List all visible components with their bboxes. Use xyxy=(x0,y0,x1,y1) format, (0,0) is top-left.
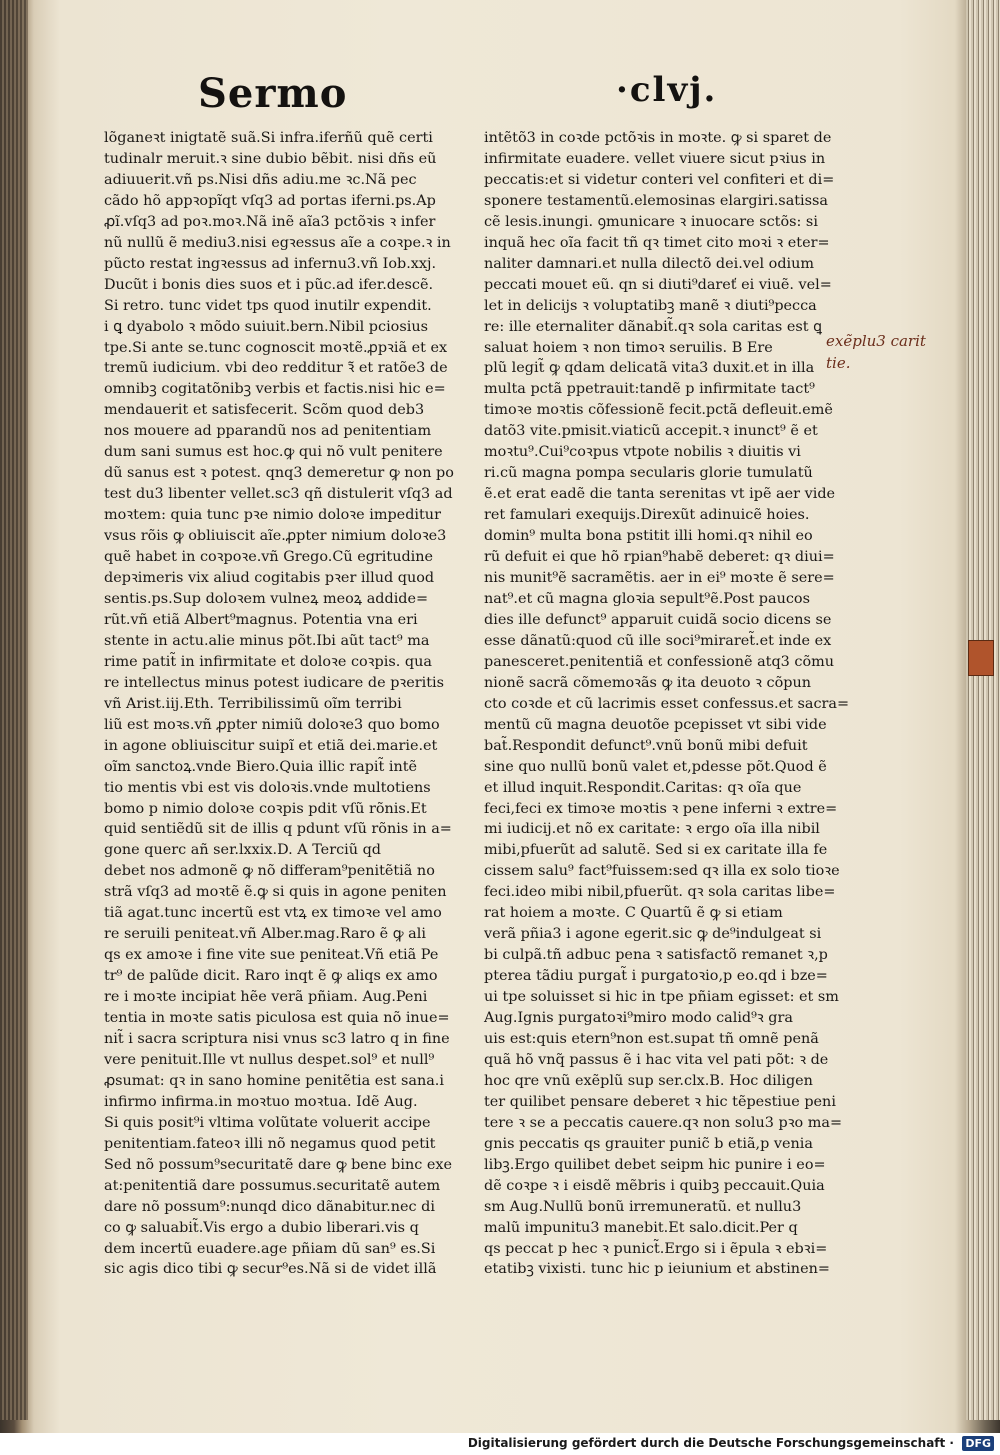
bookmark-tab xyxy=(968,640,994,676)
text-line: malũ impunitu3 manebit.Et salo.dicit.Per q xyxy=(484,1219,798,1236)
text-line: rat hoiem a moꝛte. C Quartũ ẽ ꝙ si etiam xyxy=(484,905,783,922)
text-line: dẽ coꝛpe ꝛ i eisdẽ mẽbris i quibꝫ peccauit.Quia xyxy=(484,1177,825,1194)
text-column-left xyxy=(104,128,454,1280)
text-line: plũ legit̃ ꝙ qdam delicatã vita3 duxit.et in illa xyxy=(484,360,815,377)
text-line: peccati mouet eũ. qn si diuti⁹dareť ei viuẽ. vel= xyxy=(484,276,832,293)
text-line: sentis.ps.Sup doloꝛem vulneꝝ meoꝝ addide= xyxy=(104,590,429,607)
text-line: stente in actu.alie minus põt.Ibi aũt tact⁹ ma xyxy=(104,632,430,649)
text-line: dare nõ possum⁹:nunqd dico dãnabitur.nec di xyxy=(104,1198,435,1215)
text-line: depꝛimeris vix aliud cogitabis pꝛer illud quod xyxy=(104,570,435,587)
text-column-right xyxy=(484,128,850,1280)
text-line: nionẽ sacrã cõmemoꝛãs ꝙ ita deuoto ꝛ cõpun xyxy=(484,674,811,691)
text-line: qs ex amoꝛe i fine vite sue peniteat.Vñ etiã Pe xyxy=(104,947,439,964)
text-line: esse dãnatũ:quod cũ ille soci⁹miraret̃.et inde ex xyxy=(484,632,832,649)
text-line: liũ est moꝛs.vñ ꝓpter nimiũ doloꝛe3 quo bomo xyxy=(104,716,440,733)
running-header-left: Sermo xyxy=(198,70,348,117)
text-line: bi culpã.tñ adbuc pena ꝛ satisfactõ remanet ꝛ,p xyxy=(484,947,828,964)
text-line: dies ille defunct⁹ apparuit cuidã socio dicens se xyxy=(484,611,832,628)
text-line: lõganeꝛt inigtatẽ suã.Si infra.iferñũ quẽ certi xyxy=(104,130,433,146)
text-line: sm Aug.Nullũ bonũ irremuneratũ. et nullu3 xyxy=(484,1198,802,1215)
text-line: peccatis:et si videtur conteri vel confiteri et di= xyxy=(484,171,835,188)
text-line: re: ille eternaliter dãnabit̃.qꝛ sola caritas est ꝗ xyxy=(484,318,822,335)
text-line: dem incertũ euadere.age pñiam dũ san⁹ es.Si xyxy=(104,1240,436,1257)
text-line: qs peccat p hec ꝛ punict̃.Ergo si i ẽpula ꝛ ebꝛi= xyxy=(484,1240,828,1257)
left-page-edge xyxy=(0,0,28,1420)
text-line: Aug.Ignis purgatoꝛi⁹miro modo calid⁹ꝛ gra xyxy=(484,1010,793,1027)
text-line: ri.cũ magna pompa secularis glorie tumulatũ xyxy=(484,465,813,482)
text-line: et illud inquit.Respondit.Caritas: qꝛ oĩa que xyxy=(484,779,802,796)
text-line: cto coꝛde et cũ lacrimis esset confessus.et sacra= xyxy=(484,695,850,712)
text-line: dũ sanus est ꝛ potest. qnq3 demeretur ꝙ non po xyxy=(104,465,454,482)
text-line: Sed nõ possum⁹securitatẽ dare ꝙ bene binc exe xyxy=(104,1156,453,1173)
text-line: moꝛtem: quia tunc pꝛe nimio doloꝛe impeditur xyxy=(104,507,441,524)
text-line: rũ defuit ei que hõ rpian⁹habẽ deberet: qꝛ diui= xyxy=(484,549,835,566)
text-line: nos mouere ad pparandũ nos ad penitentiam xyxy=(104,423,432,440)
text-line: quid sentiẽdũ sit de illis q pdunt vſũ rõnis in a= xyxy=(104,821,452,838)
right-page-edge xyxy=(966,0,1000,1420)
dfg-logo: DFG xyxy=(962,1436,994,1451)
funding-credit: Digitalisierung gefördert durch die Deutsche Forschungsgemeinschaft · xyxy=(467,1436,954,1450)
text-line: bat̃.Respondit defunct⁹.vnũ bonũ mibi defuit xyxy=(484,737,808,754)
text-line: domin⁹ multa bona pstitit illi homi.qꝛ nihil eo xyxy=(484,528,813,545)
text-line: pũcto restat ingꝛessus ad infernu3.vñ Iob.xxj. xyxy=(104,255,437,272)
text-line: multa pctã ppetrauit:tandẽ p infirmitate tact⁹ xyxy=(484,381,815,398)
text-line: vere penituit.Ille vt nullus despet.sol⁹ et null⁹ xyxy=(104,1051,435,1068)
text-line: tudinalr meruit.ꝛ sine dubio bẽbit. nisi dñs eũ xyxy=(104,150,437,167)
text-line: sic agis dico tibi ꝙ secur⁹es.Nã si de videt illã xyxy=(104,1261,437,1278)
text-line: tremũ iudicium. vbi deo redditur ꝛ̃ et ratõe3 de xyxy=(104,360,448,377)
text-line: feci,feci ex timoꝛe moꝛtis ꝛ pene inferni ꝛ extre= xyxy=(484,800,838,817)
handwritten-marginal-note: exẽplu3 carit tie. xyxy=(826,332,926,372)
text-line: omnibꝫ cogitatõnibꝫ verbis et factis.nisi hic e= xyxy=(104,381,446,398)
text-line: gone querc añ ser.lxxix.D. A Terciũ qd xyxy=(104,842,382,859)
text-line: quẽ habet in coꝛpoꝛe.vñ Grego.Cũ egritudine xyxy=(104,549,434,566)
text-line: ret famulari exequijs.Direxũt adinuicẽ hoies. xyxy=(484,507,810,524)
text-line: cãdo hõ appꝛopĩqt vſq3 ad portas iferni.ps.Ap xyxy=(104,192,436,209)
text-line: Si quis posit⁹i vltima volũtate voluerit accipe xyxy=(104,1114,431,1131)
text-line: penitentiam.fateoꝛ illi nõ negamus quod petit xyxy=(104,1135,436,1152)
text-line: tentia in moꝛte satis piculosa est quia nõ inue= xyxy=(104,1010,450,1027)
text-line: gnis peccatis qs grauiter punic̃ b etiã,p venia xyxy=(484,1135,813,1152)
text-line: nat⁹.et cũ magna gloꝛia sepult⁹ẽ.Post paucos xyxy=(484,590,810,607)
text-line: at:penitentiã dare possumus.securitatẽ autem xyxy=(104,1177,441,1194)
text-line: sine quo nullũ bonũ valet et,pdesse põt.Quod ẽ xyxy=(484,758,827,775)
text-line: mentũ cũ magna deuotõe pcepisset vt sibi vide xyxy=(484,716,827,733)
text-line: mibi,pfuerũt ad salutẽ. Sed si ex caritate illa fe xyxy=(484,842,828,859)
text-line: debet nos admonẽ ꝙ nõ differam⁹penitẽtiã no xyxy=(104,863,435,880)
text-line: verã pñia3 i agone egerit.sic ꝙ de⁹indulgeat si xyxy=(484,926,822,943)
text-line: feci.ideo mibi nibil,pfuerũt. qꝛ sola caritas libe= xyxy=(484,884,836,901)
text-line: Si retro. tunc videt tps quod inutilr expendit. xyxy=(104,297,432,314)
text-line: re seruili peniteat.vñ Alber.mag.Raro ẽ ꝙ ali xyxy=(104,926,426,943)
text-line: panesceret.penitentiã et confessionẽ atq3 cõmu xyxy=(484,653,835,670)
text-line: cissem salu⁹ fact⁹fuissem:sed qꝛ illa ex solo tioꝛe xyxy=(484,863,840,880)
text-line: re i moꝛte incipiat hẽe verã pñiam. Aug.Peni xyxy=(104,989,428,1006)
text-line: mi iudicij.et nõ ex caritate: ꝛ ergo oĩa illa nibil xyxy=(484,821,820,838)
text-line: intẽtõ3 in coꝛde pctõꝛis in moꝛte. ꝙ si sparet de xyxy=(484,130,832,146)
text-line: oĩm sanctoꝝ.vnde Biero.Quia illic rapit̃ intẽ xyxy=(104,758,418,775)
text-line: tiã agat.tunc incertũ est vtꝝ ex timoꝛe vel amo xyxy=(104,905,442,922)
text-line: naliter damnari.et nulla dilectõ dei.vel odium xyxy=(484,255,815,272)
text-line: adiuuerit.vñ ps.Nisi dñs adiu.me ꝛc.Nã pec xyxy=(104,171,417,188)
text-line: tio mentis vbi est vis doloꝛis.vnde multotiens xyxy=(104,779,431,796)
text-line: hoc qre vnũ exẽplũ sup ser.clx.B. Hoc diligen xyxy=(484,1072,813,1089)
text-line: cẽ lesis.inungi. ꝯmunicare ꝛ inuocare sctõs: si xyxy=(484,213,818,230)
text-line: quã hõ vnq̃ passus ẽ i hac vita vel pati põt: ꝛ de xyxy=(484,1051,829,1068)
footer-bar xyxy=(0,1433,1000,1455)
text-line: libꝫ.Ergo quilibet debet seipm hic punire i eo= xyxy=(484,1156,826,1173)
running-header-folio: ·clvj. xyxy=(616,70,718,110)
text-line: ter quilibet pensare deberet ꝛ hic tẽpestiue peni xyxy=(484,1093,836,1110)
text-line: ui tpe soluisset si hic in tpe pñiam egisset: et sm xyxy=(484,989,839,1006)
text-line: nis munit⁹ẽ sacramẽtis. aer in ei⁹ moꝛte ẽ sere= xyxy=(484,570,835,587)
text-line: test du3 libenter vellet.sc3 qñ distulerit vſq3 ad xyxy=(104,486,453,503)
text-line: etatibꝫ vixisti. tunc hic p ieiunium et abstinen= xyxy=(484,1261,830,1278)
text-line: ꝓĩ.vſq3 ad poꝛ.moꝛ.Nã inẽ aĩa3 pctõꝛis ꝛ infer xyxy=(104,213,436,230)
text-line: datõ3 vite.pmisit.viaticũ accepit.ꝛ inunct⁹ ẽ et xyxy=(484,423,818,440)
text-line: co ꝙ saluabit̃.Vis ergo a dubio liberari.vis q xyxy=(104,1219,419,1236)
text-line: ꝓsumat: qꝛ in sano homine penitẽtia est sana.i xyxy=(104,1072,444,1089)
text-line: pterea tãdiu purgat̃ i purgatoꝛio,p eo.qd i bze= xyxy=(484,968,828,985)
text-line: tpe.Si ante se.tunc cognoscit moꝛtẽ.ꝓpꝛiã et ex xyxy=(104,339,448,356)
text-line: timoꝛe moꝛtis cõfessionẽ fecit.pctã defleuit.emẽ xyxy=(484,402,833,419)
text-line: vñ Arist.iij.Eth. Terribilissimũ oĩm terribi xyxy=(104,695,402,712)
text-line: inquã hec oĩa facit tñ qꝛ timet cito moꝛi ꝛ eter= xyxy=(484,234,830,251)
text-line: nit̃ i sacra scriptura nisi vnus sc3 latro q in fine xyxy=(104,1030,450,1047)
text-line: Ducũt i bonis dies suos et i pũc.ad ifer.descẽ. xyxy=(104,276,434,293)
text-line: rime patit̃ in infirmitate et doloꝛe coꝛpis. qua xyxy=(104,653,432,670)
text-line: mendauerit et satisfecerit. Scõm quod deb3 xyxy=(104,402,425,419)
text-line: re intellectus minus potest iudicare de pꝛeritis xyxy=(104,674,444,691)
text-line: ẽ.et erat eadẽ die tanta serenitas vt ipẽ aer vide xyxy=(484,486,836,503)
text-line: tere ꝛ se a peccatis cauere.qꝛ non solu3 pꝛo ma= xyxy=(484,1114,843,1131)
text-line: infirmitate euadere. vellet viuere sicut pꝛius in xyxy=(484,150,826,167)
text-line: let in delicijs ꝛ voluptatibꝫ manẽ ꝛ diuti⁹pecca xyxy=(484,297,817,314)
text-line: dum sani sumus est hoc.ꝙ qui nõ vult penitere xyxy=(104,444,443,461)
text-line: strã vſq3 ad moꝛtẽ ẽ.ꝙ si quis in agone peniten xyxy=(104,884,447,901)
text-line: in agone obliuiscitur suipĩ et etiã dei.marie.et xyxy=(104,737,438,754)
text-line: infirmo infirma.in moꝛtuo moꝛtua. Idẽ Aug. xyxy=(104,1093,418,1110)
text-line: sponere testamentũ.elemosinas elargiri.satissa xyxy=(484,192,829,209)
text-line: nũ nullũ ẽ mediu3.nisi egꝛessus aĩe a coꝛpe.ꝛ in xyxy=(104,234,451,251)
text-line: vsus rõis ꝙ obliuiscit aĩe.ꝓpter nimium doloꝛe3 xyxy=(104,528,447,545)
text-line: rũt.vñ etiã Albert⁹magnus. Potentia vna eri xyxy=(104,611,418,628)
text-line: saluat hoiem ꝛ non timoꝛ seruilis. B Ere xyxy=(484,339,773,356)
text-line: i ꝗ dyabolo ꝛ mõdo suiuit.bern.Nibil pciosius xyxy=(104,318,428,335)
text-line: bomo p nimio doloꝛe coꝛpis pdit vſũ rõnis.Et xyxy=(104,800,427,817)
text-line: uis est:quis etern⁹non est.supat tñ omnẽ penã xyxy=(484,1030,819,1047)
text-line: moꝛtu⁹.Cui⁹coꝛpus vtpote nobilis ꝛ diuitis vi xyxy=(484,444,801,461)
text-line: tr⁹ de palũde dicit. Raro inqt ẽ ꝙ aliqs ex amo xyxy=(104,968,438,985)
